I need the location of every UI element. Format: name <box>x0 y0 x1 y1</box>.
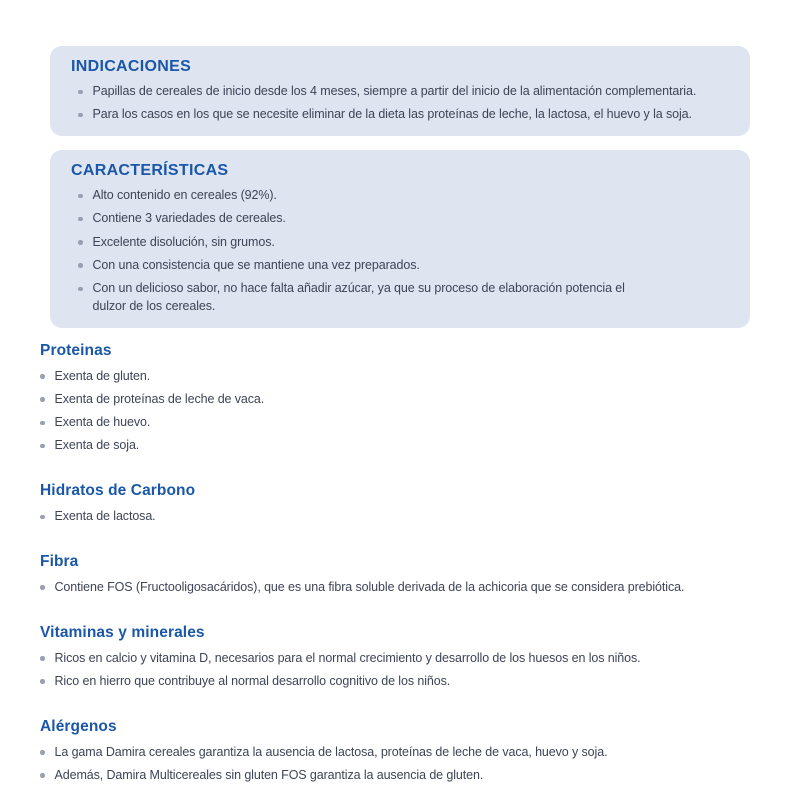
list-item-text: Además, Damira Multicereales sin gluten FOS garantiza la ausencia de gluten. <box>54 767 484 782</box>
bullet-dot-icon <box>78 217 83 222</box>
list-item <box>71 280 738 316</box>
list-item-text: Exenta de proteínas de leche de vaca. <box>54 391 265 406</box>
bullet-dot-icon <box>78 263 83 268</box>
alergenos-list <box>40 744 760 785</box>
bullet-dot-icon <box>78 90 83 95</box>
list-item-text: Contiene 3 variedades de cereales. <box>92 211 286 226</box>
section-proteinas-title: Proteinas <box>40 341 112 359</box>
panel-indicaciones <box>50 46 750 136</box>
bullet-dot-icon <box>40 444 45 449</box>
section-alergenos-title: Alérgenos <box>40 717 117 735</box>
list-item-text: Exenta de huevo. <box>54 415 151 429</box>
bullet-dot-icon <box>40 515 45 520</box>
list-item-text: Alto contenido en cereales (92%). <box>92 188 277 202</box>
bullet-dot-icon <box>78 113 83 118</box>
list-item <box>71 83 738 101</box>
list-item <box>71 234 738 252</box>
list-item <box>40 673 760 691</box>
proteinas-list <box>40 368 760 456</box>
bullet-dot-icon <box>40 421 45 426</box>
list-item <box>40 414 760 432</box>
section-fibra <box>40 553 760 597</box>
section-hidratos-title: Hidratos de Carbono <box>40 482 196 499</box>
bullet-dot-icon <box>40 750 45 755</box>
bullet-dot-icon <box>40 773 45 778</box>
indicaciones-list <box>71 83 738 124</box>
list-item <box>40 437 760 455</box>
section-hidratos-de-carbono <box>40 482 760 526</box>
list-item <box>40 650 760 668</box>
section-vitaminas-title: Vitaminas y minerales <box>40 623 205 641</box>
bullet-dot-icon <box>78 287 83 292</box>
list-item <box>40 368 760 386</box>
list-item-text: Rico en hierro que contribuye al normal desarrollo cognitivo de los niños. <box>54 673 451 688</box>
panel-indicaciones-title: INDICACIONES <box>71 58 192 75</box>
caracteristicas-list <box>71 187 738 316</box>
detail-sections <box>40 342 760 785</box>
bullet-dot-icon <box>40 656 45 661</box>
list-item-text: Con una consistencia que se mantiene una vez preparados. <box>92 257 420 272</box>
bullet-dot-icon <box>40 397 45 402</box>
list-item-text: Ricos en calcio y vitamina D, necesarios para el normal crecimiento y desarrollo de los huesos en los niños. <box>54 650 641 665</box>
section-proteinas <box>40 342 760 456</box>
list-item <box>71 257 738 275</box>
list-item <box>40 579 760 597</box>
vitaminas-list <box>40 650 760 691</box>
list-item-text: La gama Damira cereales garantiza la ausencia de lactosa, proteínas de leche de vaca, huevo y soja. <box>54 744 608 759</box>
list-item <box>40 767 760 785</box>
hidratos-list <box>40 508 760 526</box>
list-item <box>40 508 760 526</box>
section-fibra-title: Fibra <box>40 552 79 570</box>
bullet-dot-icon <box>40 374 45 379</box>
section-alergenos <box>40 718 760 785</box>
panel-caracteristicas-title: CARACTERÍSTICAS <box>71 162 229 179</box>
bullet-dot-icon <box>78 194 83 199</box>
list-item-text: Exenta de lactosa. <box>54 509 156 523</box>
list-item <box>40 744 760 762</box>
panel-caracteristicas <box>50 150 750 328</box>
list-item-text: Con un delicioso sabor, no hace falta añadir azúcar, ya que su proceso de elaboración potencia el dulzor de los cereales. <box>92 281 625 313</box>
list-item-text: Exenta de soja. <box>54 438 140 453</box>
fibra-list <box>40 579 760 597</box>
bullet-dot-icon <box>78 240 83 245</box>
section-vitaminas-y-minerales <box>40 624 760 691</box>
list-item-text: Contiene FOS (Fructooligosacáridos), que es una fibra soluble derivada de la achicoria que se considera prebiótica. <box>54 579 685 594</box>
list-item-text: Exenta de gluten. <box>54 368 151 383</box>
list-item <box>71 187 738 205</box>
list-item-text: Papillas de cereales de inicio desde los 4 meses, siempre a partir del inicio de la alimentación complementaria. <box>92 84 697 98</box>
list-item <box>40 391 760 409</box>
bullet-dot-icon <box>40 585 45 590</box>
bullet-dot-icon <box>40 679 45 684</box>
list-item <box>71 210 738 228</box>
list-item-text: Excelente disolución, sin grumos. <box>92 234 275 249</box>
list-item-text: Para los casos en los que se necesite eliminar de la dieta las proteínas de leche, la lactosa, el huevo y la soja. <box>92 107 692 122</box>
list-item <box>71 106 738 124</box>
